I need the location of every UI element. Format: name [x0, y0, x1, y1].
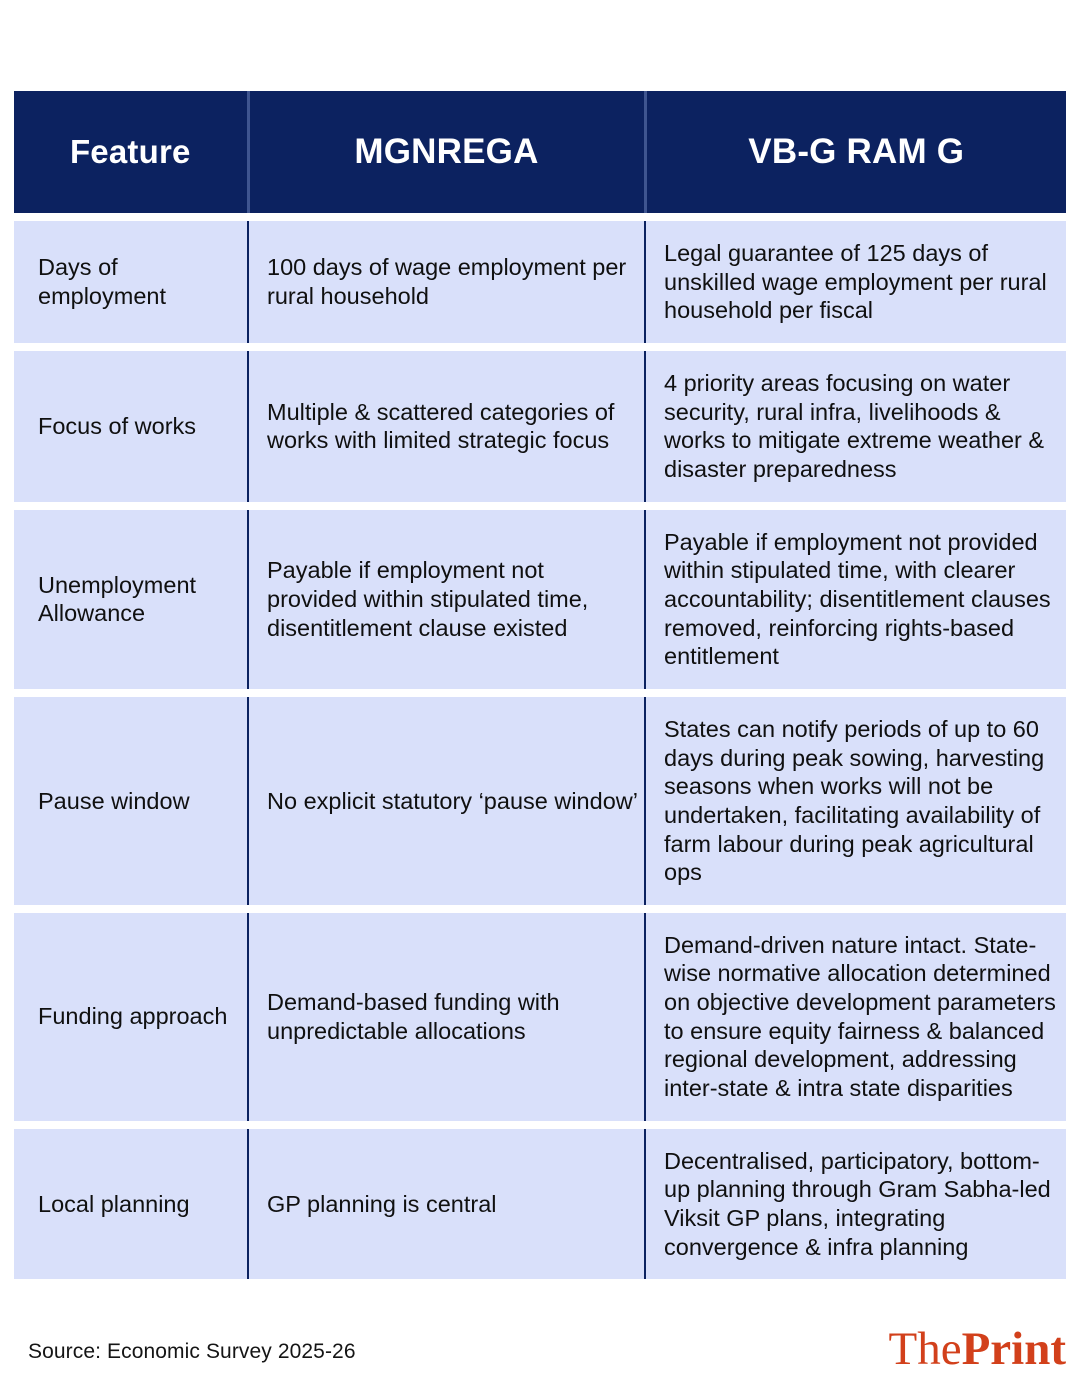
cell-vbg: Demand-driven nature intact. State-wise normative allocation determined on objective development parameters to ensure equity fairness & balanced regional development, addressing inter-state & intra state disparities — [645, 913, 1066, 1121]
cell-feature: Unemployment Allowance — [14, 510, 248, 689]
table-row — [14, 697, 1066, 905]
spacer-cell — [14, 905, 248, 913]
spacer-cell — [14, 689, 248, 697]
logo-the: The — [888, 1323, 962, 1375]
spacer-cell — [14, 502, 248, 510]
column-header-feature: Feature — [14, 91, 248, 213]
spacer-cell — [248, 213, 645, 221]
cell-feature: Pause window — [14, 697, 248, 905]
cell-vbg: 4 priority areas focusing on water security, rural infra, livelihoods & works to mitigate extreme weather & disaster preparedness — [645, 351, 1066, 502]
column-header-mgnrega: MGNREGA — [248, 91, 645, 213]
cell-mgnrega: No explicit statutory ‘pause window’ — [248, 697, 645, 905]
row-spacer — [14, 343, 1066, 351]
spacer-cell — [645, 905, 1066, 913]
row-spacer — [14, 689, 1066, 697]
cell-mgnrega: GP planning is central — [248, 1129, 645, 1280]
comparison-table — [14, 91, 1066, 1279]
row-spacer — [14, 1121, 1066, 1129]
row-spacer — [14, 905, 1066, 913]
cell-feature: Local planning — [14, 1129, 248, 1280]
spacer-cell — [248, 905, 645, 913]
spacer-cell — [248, 343, 645, 351]
row-spacer — [14, 213, 1066, 221]
cell-feature: Focus of works — [14, 351, 248, 502]
table-row — [14, 1129, 1066, 1280]
spacer-cell — [645, 689, 1066, 697]
theprint-logo — [888, 1323, 1067, 1375]
table-row — [14, 510, 1066, 689]
spacer-cell — [14, 343, 248, 351]
cell-feature: Funding approach — [14, 913, 248, 1121]
spacer-cell — [14, 1121, 248, 1129]
cell-mgnrega: Payable if employment not provided within stipulated time, disentitlement clause existed — [248, 510, 645, 689]
spacer-cell — [248, 502, 645, 510]
spacer-cell — [645, 1121, 1066, 1129]
source-note: Source: Economic Survey 2025-26 — [28, 1340, 356, 1363]
cell-mgnrega: 100 days of wage employment per rural household — [248, 221, 645, 343]
cell-vbg: Payable if employment not provided within stipulated time, with clearer accountability; disentitlement clauses removed, reinforcing rights-based entitlement — [645, 510, 1066, 689]
logo-print: Print — [961, 1323, 1066, 1375]
table-row — [14, 221, 1066, 343]
table-header-row — [14, 91, 1066, 213]
table-body — [14, 213, 1066, 1279]
spacer-cell — [645, 213, 1066, 221]
cell-mgnrega: Demand-based funding with unpredictable allocations — [248, 913, 645, 1121]
table-header — [14, 91, 1066, 213]
spacer-cell — [248, 1121, 645, 1129]
row-spacer — [14, 502, 1066, 510]
comparison-table-wrapper — [14, 91, 1066, 1279]
cell-vbg: Decentralised, participatory, bottom-up planning through Gram Sabha-led Viksit GP plans, integrating convergence & infra planning — [645, 1129, 1066, 1280]
table-row — [14, 913, 1066, 1121]
footer — [14, 1323, 1066, 1380]
cell-vbg: Legal guarantee of 125 days of unskilled wage employment per rural household per fiscal — [645, 221, 1066, 343]
spacer-cell — [248, 689, 645, 697]
spacer-cell — [645, 343, 1066, 351]
spacer-cell — [14, 213, 248, 221]
cell-mgnrega: Multiple & scattered categories of works with limited strategic focus — [248, 351, 645, 502]
spacer-cell — [645, 502, 1066, 510]
cell-feature: Days of employment — [14, 221, 248, 343]
cell-vbg: States can notify periods of up to 60 days during peak sowing, harvesting seasons when works will not be undertaken, facilitating availability of farm labour during peak agricultural ops — [645, 697, 1066, 905]
column-header-vbg-ram-g: VB-G RAM G — [645, 91, 1066, 213]
table-row — [14, 351, 1066, 502]
